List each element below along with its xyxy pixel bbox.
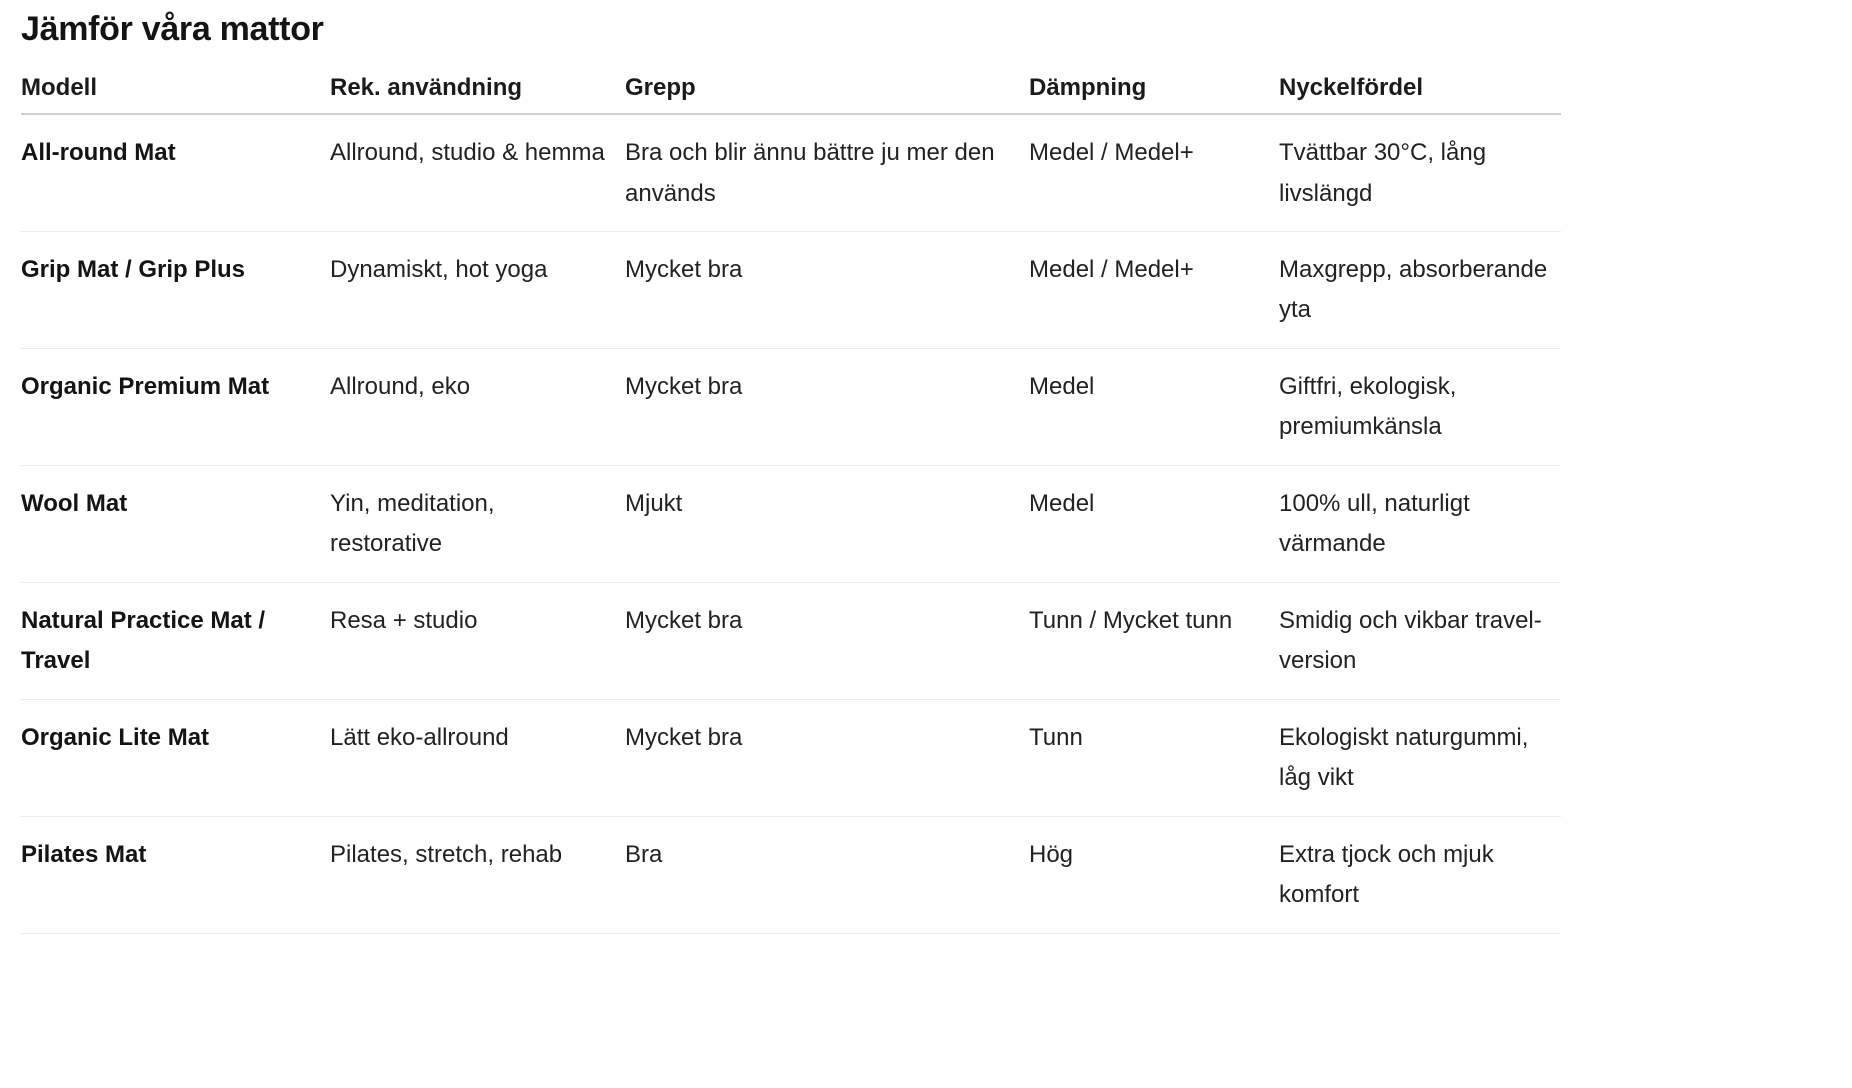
column-header-key-benefit: Nyckelfördel xyxy=(1279,62,1561,114)
cell-cushioning: Hög xyxy=(1029,816,1279,933)
cell-recommended-use: Yin, meditation, restorative xyxy=(330,465,625,582)
cell-recommended-use: Allround, eko xyxy=(330,348,625,465)
cell-key-benefit: 100% ull, naturligt värmande xyxy=(1279,465,1561,582)
cell-key-benefit: Maxgrepp, absorberande yta xyxy=(1279,231,1561,348)
table-row xyxy=(21,582,1561,699)
cell-recommended-use: Allround, studio & hemma xyxy=(330,114,625,231)
cell-recommended-use: Lätt eko-allround xyxy=(330,699,625,816)
cell-grip: Mycket bra xyxy=(625,582,1029,699)
cell-model: Grip Mat / Grip Plus xyxy=(21,231,330,348)
cell-recommended-use: Pilates, stretch, rehab xyxy=(330,816,625,933)
table-header-row xyxy=(21,62,1561,114)
cell-model: Organic Premium Mat xyxy=(21,348,330,465)
table-row xyxy=(21,816,1561,933)
table-row xyxy=(21,231,1561,348)
column-header-cushioning: Dämpning xyxy=(1029,62,1279,114)
cell-cushioning: Tunn / Mycket tunn xyxy=(1029,582,1279,699)
cell-grip: Mycket bra xyxy=(625,348,1029,465)
column-header-recommended-use: Rek. användning xyxy=(330,62,625,114)
table-row xyxy=(21,114,1561,231)
cell-recommended-use: Dynamiskt, hot yoga xyxy=(330,231,625,348)
table-row xyxy=(21,465,1561,582)
cell-cushioning: Medel / Medel+ xyxy=(1029,231,1279,348)
cell-model: Wool Mat xyxy=(21,465,330,582)
cell-model: All-round Mat xyxy=(21,114,330,231)
cell-model: Organic Lite Mat xyxy=(21,699,330,816)
cell-model: Pilates Mat xyxy=(21,816,330,933)
column-header-grip: Grepp xyxy=(625,62,1029,114)
page-title: Jämför våra mattor xyxy=(21,10,324,48)
cell-grip: Mjukt xyxy=(625,465,1029,582)
cell-key-benefit: Ekologiskt naturgummi, låg vikt xyxy=(1279,699,1561,816)
cell-grip: Mycket bra xyxy=(625,699,1029,816)
cell-grip: Bra xyxy=(625,816,1029,933)
cell-cushioning: Medel xyxy=(1029,465,1279,582)
table-row xyxy=(21,348,1561,465)
comparison-table xyxy=(21,62,1561,934)
cell-cushioning: Medel / Medel+ xyxy=(1029,114,1279,231)
cell-model: Natural Practice Mat / Travel xyxy=(21,582,330,699)
cell-recommended-use: Resa + studio xyxy=(330,582,625,699)
table-row xyxy=(21,699,1561,816)
cell-grip: Bra och blir ännu bättre ju mer den används xyxy=(625,114,1029,231)
cell-cushioning: Medel xyxy=(1029,348,1279,465)
cell-key-benefit: Giftfri, ekologisk, premiumkänsla xyxy=(1279,348,1561,465)
cell-key-benefit: Smidig och vikbar travel-version xyxy=(1279,582,1561,699)
cell-grip: Mycket bra xyxy=(625,231,1029,348)
column-header-model: Modell xyxy=(21,62,330,114)
cell-key-benefit: Tvättbar 30°C, lång livslängd xyxy=(1279,114,1561,231)
cell-cushioning: Tunn xyxy=(1029,699,1279,816)
cell-key-benefit: Extra tjock och mjuk komfort xyxy=(1279,816,1561,933)
